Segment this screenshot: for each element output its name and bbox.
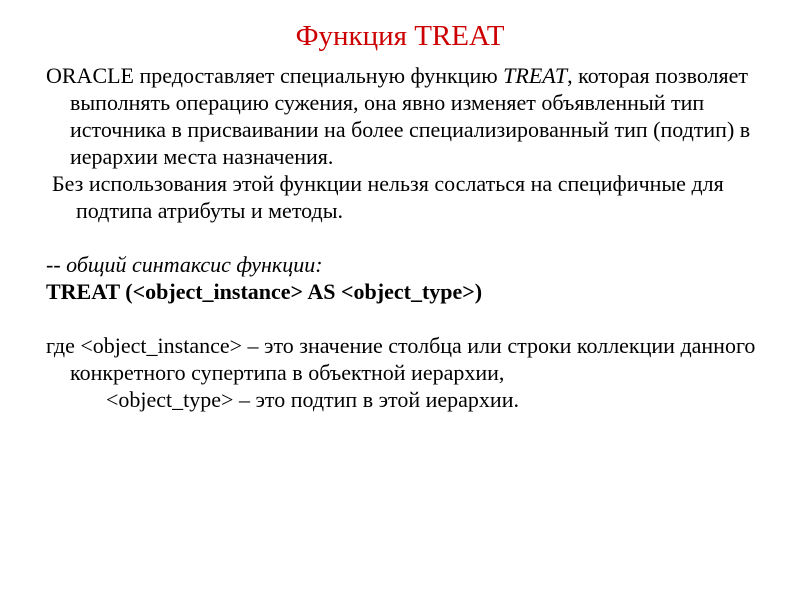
spacer xyxy=(46,224,766,251)
paragraph-text-before: ORACLE предоставляет специальную функцию xyxy=(46,63,504,88)
slide-title: Функция TREAT xyxy=(295,20,505,52)
where-object-type: <object_type> – это подтип в этой иерархии. xyxy=(106,387,519,412)
syntax-comment: -- общий синтаксис функции: xyxy=(46,252,323,277)
paragraph-subtype-note: Без использования этой функции нельзя сослаться на специфичные для подтипа атрибуты и методы. xyxy=(52,171,724,223)
where-object-instance: где <object_instance> – это значение столбца или строки коллекции данного конкретного супертипа в объектной иерархии, xyxy=(46,333,756,385)
treat-keyword: TREAT xyxy=(503,63,568,88)
syntax-line: TREAT (<object_instance> AS <object_type>) xyxy=(46,279,483,304)
paragraph-text-after: , которая позволяет выполнять операцию сужения, она явно изменяет объявленный тип источника в присваивании на более специализированный тип (подтип) в иерархии места назначения. xyxy=(70,63,751,169)
paragraph-treat-description xyxy=(46,62,766,170)
spacer xyxy=(46,305,766,332)
slide-body xyxy=(46,62,766,413)
